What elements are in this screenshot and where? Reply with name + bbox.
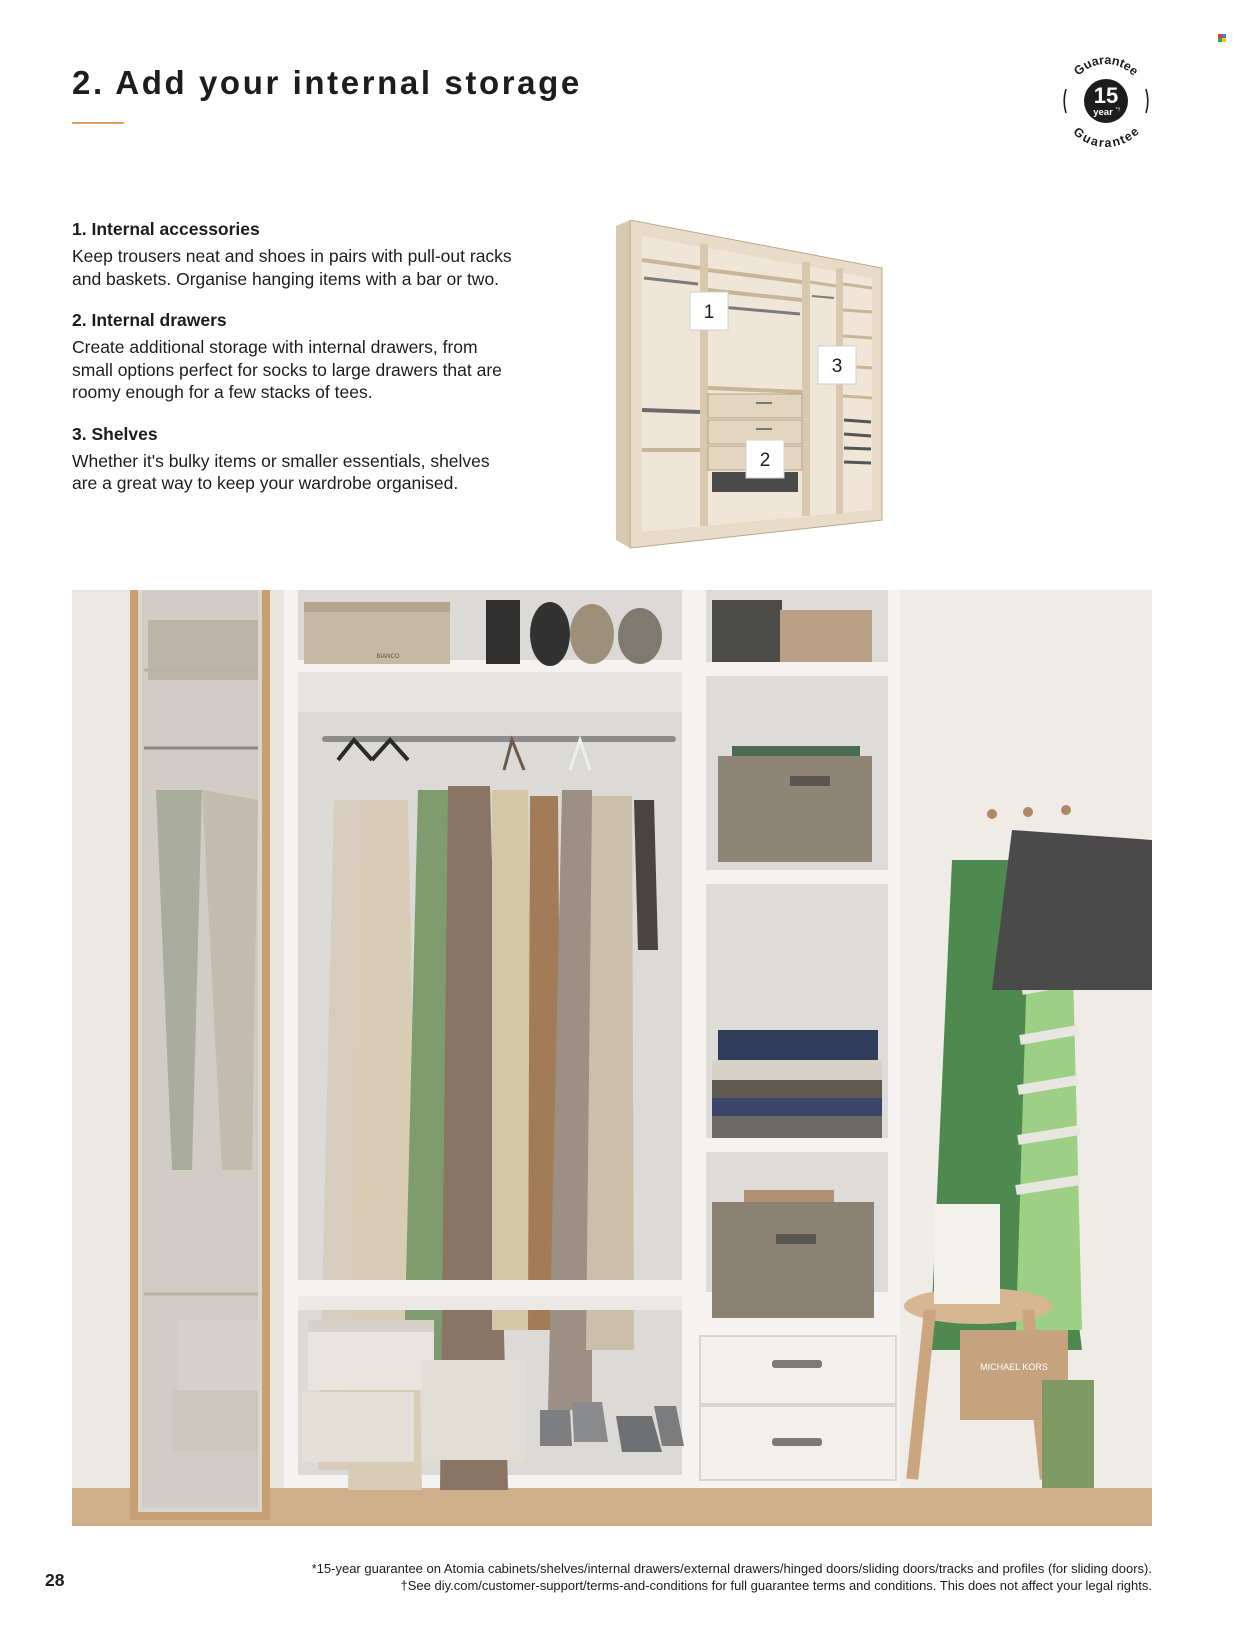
footnote xyxy=(312,1560,1152,1594)
badge-dagger: *† xyxy=(1115,107,1121,113)
body-line: Create additional storage with internal drawers, from xyxy=(72,337,478,357)
footnote-line: *15-year guarantee on Atomia cabinets/shelves/internal drawers/external drawers/hinged doors/sliding doors/tracks and profiles (for sliding doors). xyxy=(311,1561,1152,1576)
section-internal-drawers xyxy=(72,309,592,404)
badge-number: 15 xyxy=(1093,83,1119,108)
section-title: 1. Internal accessories xyxy=(72,219,260,239)
callout-1: 1 xyxy=(703,302,715,323)
wardrobe-photo xyxy=(72,590,1152,1526)
badge-unit: year xyxy=(1093,107,1113,118)
section-body xyxy=(72,450,592,495)
badge-bottom-text: Guarantee xyxy=(1070,124,1142,149)
section-internal-accessories xyxy=(72,218,592,290)
section-shelves xyxy=(72,423,592,495)
footnote-line: †See diy.com/customer-support/terms-and-conditions for full guarantee terms and conditions. This does not affect your legal rights. xyxy=(400,1578,1152,1593)
feature-list xyxy=(72,218,592,514)
body-line: are a great way to keep your wardrobe organised. xyxy=(72,473,459,493)
badge-top-text: Guarantee xyxy=(1071,53,1142,79)
colour-mark-icon xyxy=(1218,34,1226,42)
box-label: BIANCO xyxy=(376,654,400,660)
wardrobe-diagram xyxy=(610,220,888,550)
page-title: 2. Add your internal storage xyxy=(72,64,582,101)
bag-brand: MICHAEL KORS xyxy=(980,1362,1048,1372)
section-title: 2. Internal drawers xyxy=(72,310,227,330)
section-body xyxy=(72,336,592,404)
body-line: small options perfect for socks to large drawers that are xyxy=(72,359,502,380)
body-line: and baskets. Organise hanging items with a bar or two. xyxy=(72,268,500,289)
callout-2: 2 xyxy=(759,450,771,471)
page-number: 28 xyxy=(45,1570,65,1590)
title-underline xyxy=(72,122,124,124)
body-line: roomy enough for a few stacks of tees. xyxy=(72,382,373,402)
section-title: 3. Shelves xyxy=(72,423,158,444)
section-body xyxy=(72,245,592,290)
guarantee-badge xyxy=(1058,53,1154,149)
body-line: Whether it's bulky items or smaller essentials, shelves xyxy=(72,450,490,471)
callout-3: 3 xyxy=(831,356,843,377)
body-line: Keep trousers neat and shoes in pairs with pull-out racks xyxy=(72,246,512,266)
